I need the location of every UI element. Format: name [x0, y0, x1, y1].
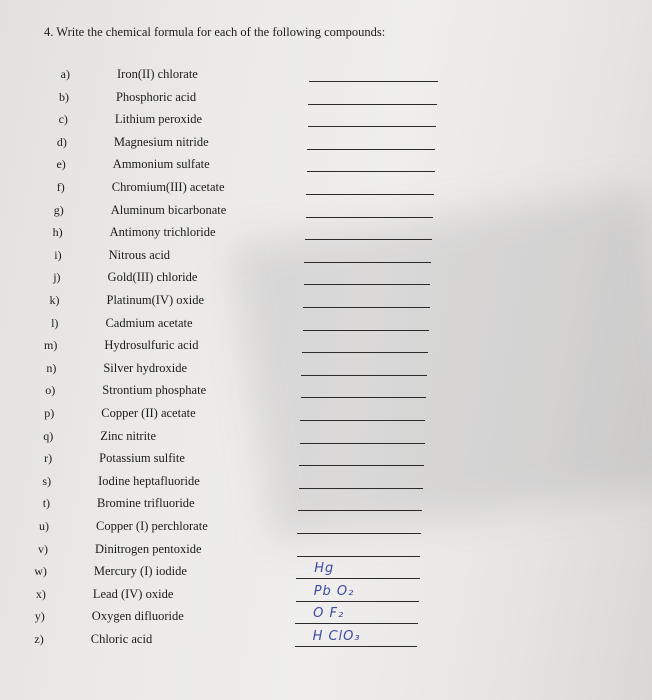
item-letter: n)	[46, 360, 57, 375]
list-item	[0, 89, 652, 119]
list-item	[0, 157, 652, 186]
compound-name: Hydrosulfuric acid	[104, 338, 199, 353]
compound-name: Ammonium sulfate	[112, 157, 210, 172]
answer-line[interactable]	[301, 397, 426, 398]
question-number: 4.	[44, 25, 54, 39]
compound-name: Magnesium nitride	[113, 134, 209, 149]
answer-line[interactable]	[303, 330, 429, 331]
compound-name: Zinc nitrite	[100, 428, 157, 443]
answer-line[interactable]	[306, 194, 434, 195]
compound-name: Aluminum bicarbonate	[110, 202, 227, 217]
list-item	[0, 293, 652, 322]
item-letter: o)	[45, 383, 56, 398]
item-letter: z)	[34, 632, 44, 646]
item-letter: j)	[53, 270, 61, 285]
item-letter: m)	[44, 338, 58, 353]
compound-name: Gold(III) chloride	[107, 270, 198, 285]
answer-line[interactable]	[300, 443, 425, 444]
list-item	[0, 360, 652, 390]
item-letter: w)	[34, 564, 47, 579]
compound-name: Antimony trichloride	[109, 225, 216, 240]
item-letter: h)	[52, 225, 63, 240]
item-letter: r)	[44, 451, 53, 466]
item-letter: k)	[49, 293, 60, 307]
item-letter: v)	[37, 541, 48, 556]
answer-line[interactable]	[300, 420, 425, 421]
compound-name: Cadmium acetate	[105, 315, 193, 330]
answer-line[interactable]	[309, 81, 438, 82]
list-item	[0, 225, 652, 254]
answer-line[interactable]	[299, 465, 424, 466]
item-letter: t)	[42, 496, 51, 511]
list-item	[0, 428, 652, 458]
answer-line[interactable]	[305, 239, 432, 240]
answer-line[interactable]	[306, 217, 433, 218]
compound-name: Lithium peroxide	[114, 112, 203, 127]
answer-line[interactable]	[307, 171, 435, 172]
compound-name: Copper (II) acetate	[101, 406, 196, 420]
compound-name: Oxygen difluoride	[91, 609, 184, 624]
handwritten-answer: Hg	[314, 561, 335, 577]
answer-line[interactable]	[302, 352, 428, 353]
item-letter: p)	[44, 406, 55, 420]
answer-line[interactable]	[301, 375, 427, 376]
answer-line[interactable]	[308, 126, 436, 127]
list-item	[0, 134, 652, 164]
compound-name: Bromine trifluoride	[97, 496, 195, 511]
compound-name: Chromium(III) acetate	[111, 180, 225, 194]
list-item	[0, 180, 652, 209]
compound-name: Iron(II) chlorate	[117, 67, 198, 81]
item-letter: i)	[54, 247, 62, 262]
item-letter: s)	[42, 473, 52, 488]
answer-line[interactable]	[295, 646, 417, 647]
item-letter: d)	[56, 134, 67, 149]
question-text: Write the chemical formula for each of the following compounds:	[56, 25, 386, 39]
handwritten-answer: O F₂	[313, 606, 345, 622]
handwritten-answer: H ClO₃	[312, 629, 361, 644]
answer-line[interactable]	[307, 149, 435, 150]
handwritten-answer: Pb O₂	[313, 583, 355, 599]
list-item	[0, 67, 652, 96]
list-item	[0, 338, 652, 367]
item-letter: b)	[58, 89, 69, 104]
answer-line[interactable]	[296, 601, 419, 602]
answer-line[interactable]	[304, 262, 431, 263]
compound-name: Copper (I) perchlorate	[96, 519, 208, 533]
list-item	[0, 202, 652, 232]
answer-line[interactable]	[299, 488, 423, 489]
item-letter: q)	[43, 428, 54, 443]
item-letter: x)	[35, 586, 46, 601]
compound-name: Iodine heptafluoride	[98, 473, 200, 488]
answer-line[interactable]	[298, 510, 422, 511]
compound-name: Silver hydroxide	[103, 360, 188, 375]
item-letter: e)	[56, 157, 66, 172]
list-item	[0, 406, 652, 435]
item-letter: c)	[58, 112, 68, 127]
compound-name: Phosphoric acid	[115, 89, 197, 104]
item-letter: g)	[53, 202, 64, 217]
compound-name: Lead (IV) oxide	[92, 586, 174, 601]
answer-line[interactable]	[297, 533, 421, 534]
compound-name: Potassium sulfite	[99, 451, 185, 466]
answer-line[interactable]	[308, 104, 437, 105]
list-item	[0, 383, 652, 412]
compound-name: Mercury (I) iodide	[93, 564, 187, 579]
list-item	[0, 112, 652, 141]
compound-name: Platinum(IV) oxide	[106, 293, 205, 307]
answer-line[interactable]	[303, 307, 429, 308]
list-item	[0, 315, 652, 345]
list-item	[0, 270, 652, 299]
item-letter: f)	[56, 180, 65, 194]
compound-name: Chloric acid	[90, 632, 153, 646]
item-letter: a)	[60, 67, 70, 81]
answer-line[interactable]	[297, 556, 420, 557]
compound-name: Dinitrogen pentoxide	[94, 541, 202, 556]
answer-line[interactable]	[304, 284, 431, 285]
answer-line[interactable]	[295, 623, 418, 624]
list-item	[0, 247, 652, 277]
answer-line[interactable]	[296, 578, 419, 579]
item-letter: u)	[39, 519, 49, 533]
item-letter: l)	[51, 315, 59, 330]
item-letter: y)	[34, 609, 45, 624]
question-heading	[44, 25, 385, 40]
list-item	[0, 629, 652, 661]
compound-name: Nitrous acid	[108, 247, 171, 262]
compound-name: Strontium phosphate	[102, 383, 207, 398]
